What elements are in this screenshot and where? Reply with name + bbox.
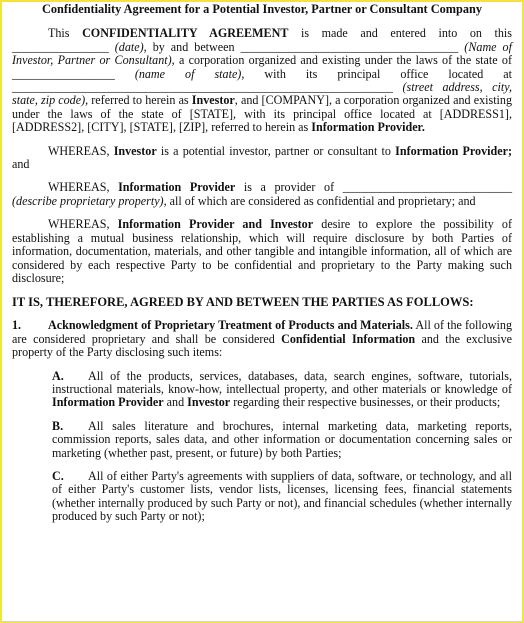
- item-text: All of either Party's agreements with suppliers of data, software, or technology, and all of either Party's customer lists, vendor lists, licenses, licensing fees, financial statements (whether internally produced by such Party or not), and financial schedules (whether internally produced by such Party or not);: [52, 468, 512, 524]
- provider-label: Information Provider: [118, 180, 236, 195]
- item-letter: C.: [52, 468, 64, 483]
- investor-label: Investor: [187, 395, 231, 410]
- section-text: and the exclusive property of the Party disclosing such items:: [12, 331, 512, 360]
- item-text: regarding their respective businesses, or their products;: [233, 395, 501, 410]
- investor-label: Investor: [113, 143, 157, 158]
- section-1: [12, 319, 512, 359]
- provider-label: Information Provider: [52, 395, 164, 410]
- intro-text: , and [COMPANY], a corporation organized and existing under the laws of the state of [STATE], with its principal office located at [ADDRESS1], [ADDRESS2], [CITY], [STATE], [ZIP], referred to herein as: [12, 93, 513, 135]
- intro-text: by and between: [152, 39, 235, 54]
- item-text: and: [166, 395, 185, 410]
- item-letter: B.: [52, 418, 64, 433]
- intro-text: This: [48, 26, 70, 41]
- whereas-text: is a provider of: [243, 180, 335, 195]
- intro-text: is made and entered into on this: [300, 26, 512, 41]
- agreed-heading: IT IS, THEREFORE, AGREED BY AND BETWEEN THE PARTIES AS FOLLOWS:: [12, 295, 474, 310]
- whereas-text: and: [12, 157, 30, 172]
- state-hint: (name of state),: [134, 66, 245, 81]
- property-hint: (describe proprietary property),: [12, 193, 167, 208]
- intro-text: referred to herein as: [91, 93, 189, 108]
- whereas-text: is a potential investor, partner or consultant to: [160, 143, 391, 158]
- section-number: 1.: [12, 318, 22, 333]
- whereas-provider: [12, 181, 512, 208]
- document-body: [12, 3, 512, 534]
- item-letter: A.: [52, 368, 64, 383]
- whereas-text: desire to explore the possibility of establishing a mutual business relationship, which will require disclosure by both Parties of information, documentation, materials, and other tangible and intangible information, all of which are considered by each respective Party to be confidential and proprietary to the Party making such disclosure;: [12, 217, 512, 285]
- intro-paragraph: [12, 27, 512, 134]
- whereas-word: WHEREAS,: [48, 143, 110, 158]
- parties-label: Information Provider and Investor: [117, 217, 314, 232]
- document-title: Confidentiality Agreement for a Potential Investor, Partner or Consultant Company: [42, 2, 482, 16]
- provider-label: Information Provider;: [395, 143, 512, 158]
- whereas-investor: [12, 145, 512, 172]
- item-a: [52, 370, 512, 410]
- whereas-text: all of which are considered as confidential and proprietary; and: [169, 193, 476, 208]
- section-heading: Acknowledgment of Proprietary Treatment of Products and Materials.: [48, 318, 413, 333]
- date-hint: (date),: [114, 39, 147, 54]
- whereas-word: WHEREAS,: [48, 217, 110, 232]
- address-blank: _______________________________________________________________: [12, 80, 393, 95]
- item-text: All sales literature and brochures, internal marketing data, marketing reports, commission reports, sales data, and other information or documentation concerning sales or marketing (whether past, present, or future) by both Parties;: [52, 418, 512, 460]
- confidential-label: Confidential Information: [281, 331, 416, 346]
- section-text: All of the following are considered proprietary and shall be considered: [12, 318, 512, 346]
- whereas-mutual: [12, 218, 512, 285]
- state-blank: _________________: [12, 66, 115, 81]
- intro-text: with its principal office located at: [264, 66, 512, 81]
- provider-label: Information Provider.: [311, 120, 425, 135]
- date-blank: ________________: [12, 39, 109, 54]
- property-blank: ____________________________: [342, 180, 513, 195]
- item-c: [52, 470, 512, 524]
- intro-text: a corporation organized and existing under the laws of the state of: [178, 53, 512, 68]
- investor-hint: (Name of Investor, Partner or Consultant),: [12, 39, 512, 68]
- whereas-word: WHEREAS,: [48, 180, 110, 195]
- address-hint: (street address, city, state, zip code),: [12, 80, 512, 108]
- investor-blank: ____________________________________: [240, 39, 459, 54]
- item-text: All of the products, services, databases, data, search engines, software, tutorials, instructional materials, know-how, intellectual property, and other materials or knowledge of: [52, 368, 512, 396]
- investor-label: Investor: [191, 93, 235, 108]
- agreement-name: CONFIDENTIALITY AGREEMENT: [82, 26, 289, 41]
- item-b: [52, 420, 512, 460]
